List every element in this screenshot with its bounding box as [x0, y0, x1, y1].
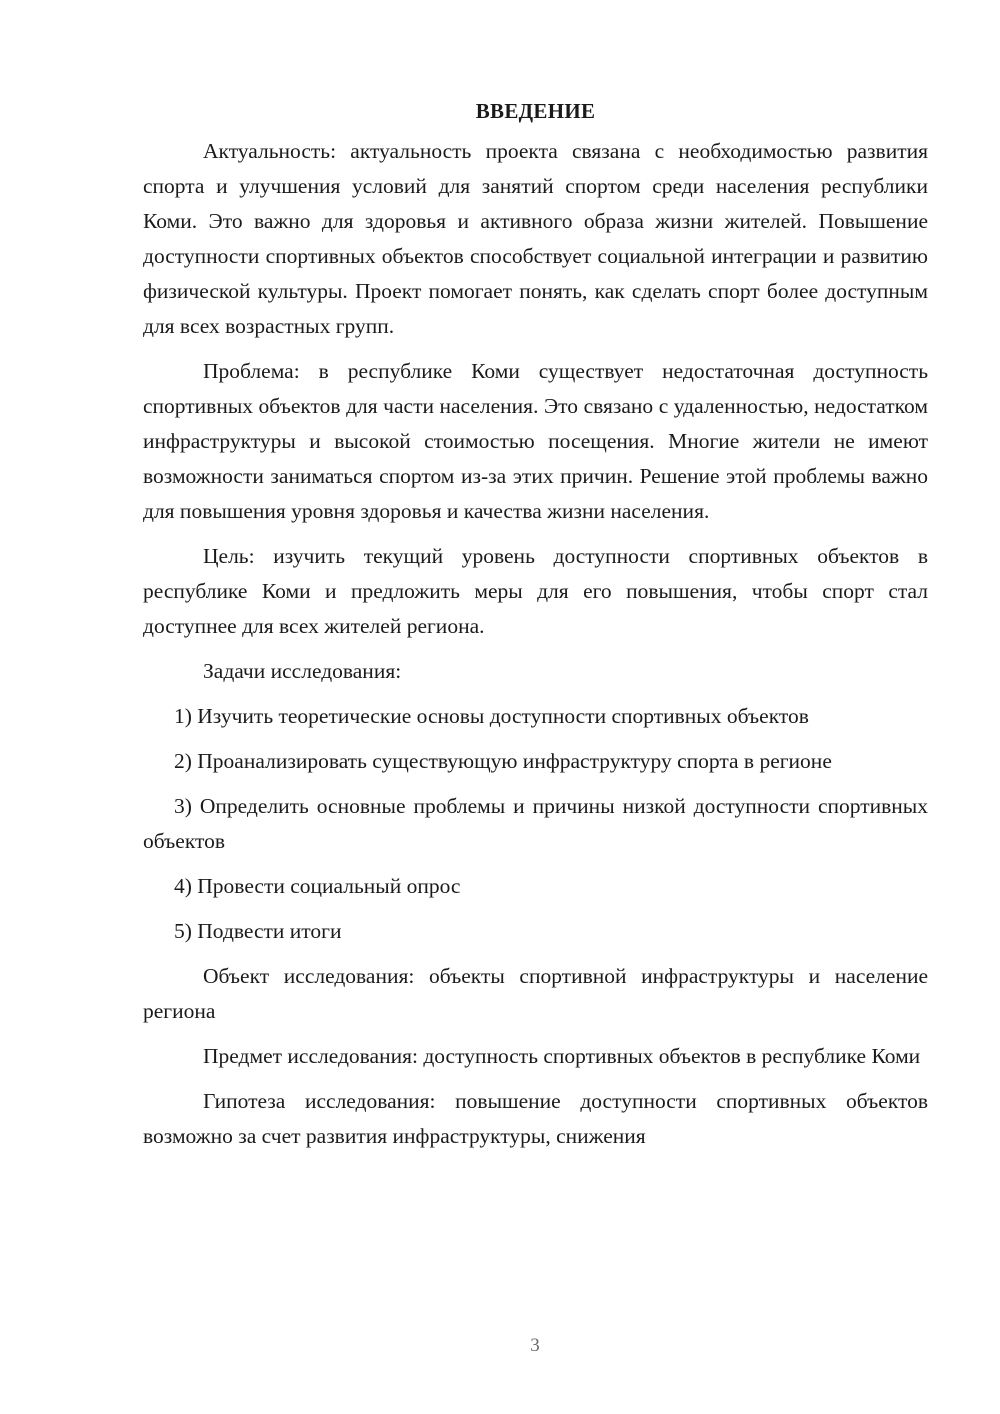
section-title: ВВЕДЕНИЕ — [475, 99, 596, 123]
task-item-2: 2) Проанализировать существующую инфраструктуру спорта в регионе — [174, 749, 832, 773]
relevance-paragraph: Актуальность: актуальность проекта связана с необходимостью развития спорта и улучшения условий для занятий спортом среди населения республики Коми. Это важно для здоровья и активного образа жизни жителей. Повышение доступности спортивных объектов способствует социальной интеграции и развитию физической культуры. Проект помогает понять, как сделать спорт более доступным для всех возрастных групп. — [143, 139, 928, 338]
research-subject-paragraph: Предмет исследования: доступность спортивных объектов в республике Коми — [203, 1044, 921, 1068]
task-item-3: 3) Определить основные проблемы и причины низкой доступности спортивных объектов — [143, 794, 928, 853]
goal-paragraph: Цель: изучить текущий уровень доступности спортивных объектов в республике Коми и предложить меры для его повышения, чтобы спорт стал доступнее для всех жителей региона. — [143, 544, 928, 638]
task-item-5: 5) Подвести итоги — [174, 919, 342, 943]
page-content — [143, 96, 928, 1164]
page-number: 3 — [530, 1335, 540, 1356]
research-hypothesis-paragraph: Гипотеза исследования: повышение доступности спортивных объектов возможно за счет развития инфраструктуры, снижения — [143, 1089, 928, 1148]
problem-paragraph: Проблема: в республике Коми существует недостаточная доступность спортивных объектов для части населения. Это связано с удаленностью, недостатком инфраструктуры и высокой стоимостью посещения. Многие жители не имеют возможности заниматься спортом из-за этих причин. Решение этой проблемы важно для повышения уровня здоровья и качества жизни населения. — [143, 359, 928, 523]
task-item-4: 4) Провести социальный опрос — [174, 874, 461, 898]
task-item-1: 1) Изучить теоретические основы доступности спортивных объектов — [174, 704, 809, 728]
research-object-paragraph: Объект исследования: объекты спортивной инфраструктуры и население региона — [143, 964, 928, 1023]
tasks-heading: Задачи исследования: — [203, 659, 402, 683]
